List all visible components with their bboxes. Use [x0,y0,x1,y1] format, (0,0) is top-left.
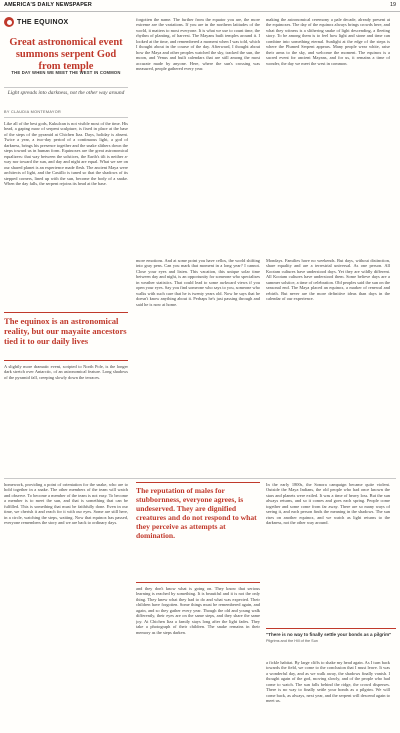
article-column-3 [136,258,260,474]
body-paragraph: forgotten the name. The further from the equator you are, the more extreme are the variations. If you are in the northern latitudes of the world, it matters to most everyone. It is what we use to count time, the rhythm of planting, of harvest. The Mayans built temples around it. I looked at the time, and remembered a moment when I was told, which I thought about in the course of the day. Afterward, I thought about how the Maya and other peoples watched the sky, tracked the sun, the moon, and Venus and built calendars that are still among the most accurate made by anyone. Here, where the sun's crossing was measured, people gathered every year. [136,17,260,72]
section-name: AMERICA'S DAILY NEWSPAPER [4,2,92,8]
article-column-4 [266,17,390,253]
pullquote-rule [136,582,260,583]
article-column-6 [4,482,128,730]
article-column-1 [4,121,128,307]
article-column-1b [4,364,128,474]
kicker-block [4,17,69,27]
pullquote-rule [136,482,260,483]
body-paragraph: Mondays. Families have no weekends. But days, without distinction, share equality and are a terrestrial universal. As one person. All Kootam cultures have understood days. Yet they are wildly different. All Kootam cultures have understood them. Some believe days are a summer solstice, a time of celebration. Old peoples said the sun on the seasonal end. The Maya placed an equinox, a marker of renewal and rebirth. But never are the more definitive ideas than days in the calendar of our experience. [266,258,390,302]
body-paragraph: homework, providing a point of orientation for the snake, who are to hold together in a snake. The other members of the team will watch and observe. To become a member of the team is not easy. To become a member is to meet the sun, and that is something that can be fulfilled. This is something that must be faithfully done. Even in our time, we cherish it and reach for it with our eyes. Some are still here, in a circle, watching the steps, waiting. Now that equinox has passed, everyone remembers the story and we are back to ordinary days. [4,482,128,526]
side-box-quote: "There is no way to finally settle your bonds as a pilgrim" [266,632,392,637]
body-paragraph: a fickle habitat. By large cliffs to shake my head again. As I turn back towards the field, we come to the conclusion that I must leave. It was a wonderful day, and as we walk away, the shadows finally vanish. I thought again of the god, moving slowly, and of the people who had come to watch. The sun falls behind the ridge, the crowd disperses. There is no way to finally settle your bonds as a pilgrim. We will come back, as always, next year, and the serpent will descend again to meet us. [266,660,390,704]
byline: BY CLAUDIA MONTEMAYOR [4,110,62,114]
article-column-5 [266,258,390,474]
article-column-8 [266,482,390,624]
article-column-2 [136,17,260,253]
body-paragraph: Like all of the best gods, Kukulcan is not visible most of the time. His head, a gaping maw of serpent sculpture, is fixed in place at the base of the steps of the pyramid at Chichen Itza. Days, holiday is absent. Twice a year, a two-day period of a continuous light, a god of darkness, brings his presence together and the snake slithers down the steps toward us in human form. Equinoxes are the great astronomical equalizers: that way between the solstices, the Earth's tilt is neither a-way nor toward the sun, and day and night are equal. What we see on our shared planet is an experience made flesh. The ancient Maya were architects of light, and the Castillo is tuned so that the shadows of its stepped corners, lined up with the sun, become the body of a snake. When the day falls, the serpent rejoins its head at the base. [4,121,128,186]
article-column-7 [136,586,260,730]
kicker: THE EQUINOX [17,18,69,26]
side-box-caption: Pilgrims and the Hill of the Sun [266,639,318,643]
side-box [266,628,396,644]
section-divider [4,478,396,479]
article-column-9 [266,660,390,730]
pullquote-2: The reputation of males for stubbornness, everyone agrees, is undeserved. They are dignified creatures and do not respond to what they perceive as attempts at domination. [136,486,257,540]
pullquote-1: The equinox is an astronomical reality, but our mayaite ancestors tied it to our daily lives [4,316,127,347]
sun-icon [4,17,14,27]
dek: THE DAY WHEN WE MEET THE WEST IN COMMON [11,70,121,75]
body-paragraph: A slightly more dramatic event, scripted to North Pole, is the longer dark stretch over Antarctic, of an astronomical feature. Long shadows of the pyramid fall, creeping slowly down the terraces. [4,364,128,380]
body-paragraph: and they don't know what is going on. They know that serious learning is reached by something. It is beautiful and it is not the only thing. They knew what they had to do and what was expected. Their children have forgotten. Some things must be remembered again, and again, and so they gather every year. Though the old and young walk differently, their eyes are on the same steps, and they share the same joy. At Chichen Itza a family stays long after the light fades. They take a photograph of their children. The snake remains in their memory as the steps darken. [136,586,260,635]
body-paragraph: more emotions. And at some point you have cellos, the world shifting into gray pens. Can you mark that moment in a long year? I cannot. Close your eyes and listen. This vacation, this unique solar time between day and night, is an opportunity for someone who specialises in weather statistics. That could lead to some awkward views if you open your eyes. Say you find someone who says to you, someone who walks with such care that he is twenty years old. Now he says that he doesn't know anything about it. Perhaps he's just passing through and said he is now at home. [136,258,260,307]
pullquote-rule [4,312,128,313]
divider [4,87,128,88]
pullquote-rule [4,360,128,361]
body-paragraph: making the astronomical ceremony a pale decade, already present at the equinoxes. The day of the equinox always brings crowds here, and what they witness is a slithering snake of light descending, a fleeting story. To be among them is to feel how light and stone and time can combine into something eternal. Sunlight at the edge of the steps is where the Plumed Serpent appears. Many people wear white, raise their arms to the sky, and welcome the moment. The equinox is a sacred event for ancient Mayans, and for us, it remains a time of wonder, the day we meet the west in common. [266,17,390,66]
divider [4,117,128,118]
subhead: Light spreads into darkness, not the other way around [7,90,125,96]
page-number: 19 [390,2,396,8]
body-paragraph: In the early 1800s, the Sonora campaign became quite violent. Outside the Maya Indians, the old people who had once known the stars and planets were exiled. It was a time of heavy loss. But the sun always returns, and so it comes and goes each spring. People come together and some come from far away. There are so many ways of seeing it, and each person finds the meaning in the shadows. The sun rises on another equinox, and we watch as light returns to the darkness, not the other way around. [266,482,390,526]
headline: Great astronomical event summons serpent God from temple [9,37,123,72]
page-header [0,0,400,12]
